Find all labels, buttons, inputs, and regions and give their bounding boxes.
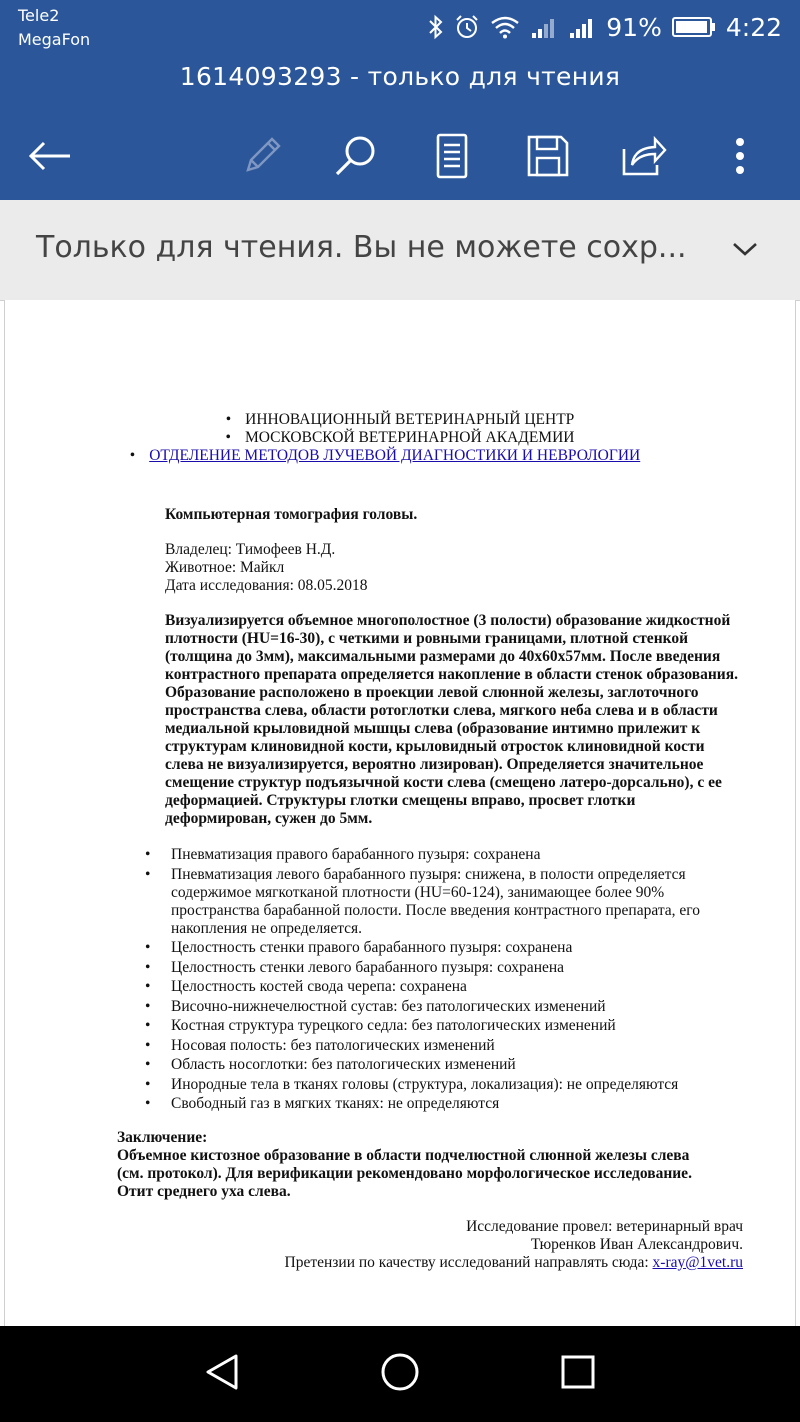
bluetooth-icon: [428, 14, 444, 40]
report-heading: Компьютерная томография головы.: [165, 506, 418, 523]
pencil-icon: [240, 134, 284, 178]
share-button[interactable]: [614, 126, 674, 186]
conclusion-section: [117, 1129, 747, 1201]
signature-line: Исследование провел: ветеринарный врач: [466, 1218, 743, 1235]
signal-icon: [568, 15, 596, 39]
nav-home-button[interactable]: [374, 1348, 426, 1400]
list-item: • Пневматизация левого барабанного пузыря: снижена, в полости определяется содержимое мягкотканой плотности (HU=60-124), занимающее более 90% пространства барабанной полости. После введения контрастного препарата, его накопления не определяется.: [143, 866, 745, 938]
list-item: • Целостность костей свода черепа: сохранена: [143, 978, 745, 996]
read-only-message: Только для чтения. Вы не можете сохр...: [36, 230, 687, 265]
document-header: [5, 411, 795, 465]
header-link-item: • ОТДЕЛЕНИЕ МЕТОДОВ ЛУЧЕВОЙ ДИАГНОСТИКИ И НЕВРОЛОГИИ: [129, 447, 641, 464]
battery-percent: 91%: [606, 12, 662, 42]
share-icon: [621, 135, 667, 177]
back-button[interactable]: [20, 126, 80, 186]
list-item: • Свободный газ в мягких тканях: не определяются: [143, 1095, 745, 1113]
reading-view-button[interactable]: [422, 126, 482, 186]
carrier-primary: Tele2: [18, 6, 60, 25]
findings-list: [143, 846, 745, 1115]
conclusion-line: Объемное кистозное образование в области подчелюстной слюнной железы слева: [117, 1147, 690, 1164]
wifi-icon: [490, 15, 520, 39]
list-item: • Костная структура турецкого седла: без патологических изменений: [143, 1017, 745, 1035]
list-item: • Носовая полость: без патологических изменений: [143, 1037, 745, 1055]
list-item: • Целостность стенки правого барабанного пузыря: сохранена: [143, 939, 745, 957]
home-circle-icon: [379, 1351, 421, 1397]
document-title: 1614093293 - только для чтения: [179, 62, 621, 91]
list-item: • Область носоглотки: без патологических изменений: [143, 1056, 745, 1074]
list-item: • Височно-нижнечелюстной сустав: без патологических изменений: [143, 998, 745, 1016]
header-line: • МОСКОВСКОЙ ВЕТЕРИНАРНОЙ АКАДЕМИИ: [225, 429, 575, 446]
claims-line: [143, 1254, 743, 1272]
conclusion-line: Отит среднего уха слева.: [117, 1183, 291, 1200]
app-bar: [0, 54, 800, 200]
department-link[interactable]: ОТДЕЛЕНИЕ МЕТОДОВ ЛУЧЕВОЙ ДИАГНОСТИКИ И НЕВРОЛОГИИ: [149, 447, 641, 464]
list-item: • Целостность стенки левого барабанного пузыря: сохранена: [143, 959, 745, 977]
nav-back-button[interactable]: [196, 1348, 248, 1400]
alarm-icon: [454, 14, 480, 40]
back-icon: [28, 141, 72, 171]
search-icon: [333, 133, 379, 179]
expand-banner-button[interactable]: [720, 226, 770, 276]
nav-recents-button[interactable]: [552, 1348, 604, 1400]
list-item: • Инородные тела в тканях головы (структура, локализация): не определяются: [143, 1076, 745, 1094]
conclusion-label: Заключение:: [117, 1129, 208, 1146]
date-line: Дата исследования: 08.05.2018: [165, 577, 368, 594]
findings-paragraph: Визуализируется объемное многополостное (3 полости) образование жидкостной плотности (HU=16-30), с четкими и ровными границами, плотной стенкой (толщина до 3мм), максимальными размерами до 40x60x57мм. После введения контрастного препарата определяется накопление в области стенок образования. Образование расположено в проекции левой слюнной железы, заглоточного пространства слева, области ротоглотки слева, мягкого неба слева и в области медиальной крыловидной мышцы слева (образование интимно прилежит к структурам клиновидной кости, крыловидный отросток клиновидной кости слева не визуализируется, вероятно лизирован). Определяется значительное смещение структур подъязычной кости слева (смещено латеро-дорсально), с ее деформацией. Структуры глотки смещены вправо, просвет глотки деформирован, сужен до 5мм.: [165, 612, 739, 827]
navigation-bar: [0, 1326, 800, 1422]
carrier-secondary: MegaFon: [18, 30, 91, 49]
recents-square-icon: [560, 1354, 596, 1394]
back-triangle-icon: [204, 1352, 240, 1396]
clock: 4:22: [725, 12, 782, 42]
edit-button[interactable]: [232, 126, 292, 186]
more-icon: [734, 136, 746, 176]
read-only-banner[interactable]: [0, 200, 800, 301]
reading-view-icon: [435, 133, 469, 179]
battery-icon: [672, 16, 716, 38]
chevron-down-icon: [731, 240, 759, 262]
save-icon: [526, 134, 570, 178]
list-item: • Пневматизация правого барабанного пузыря: сохранена: [143, 846, 745, 864]
document-page[interactable]: [4, 300, 796, 1326]
signature-block: [143, 1218, 743, 1272]
search-button[interactable]: [326, 126, 386, 186]
status-bar: [0, 0, 800, 54]
doctor-name: Тюренков Иван Александрович.: [530, 1236, 743, 1253]
conclusion-line: (см. протокол). Для верификации рекомендовано морфологическое исследование.: [117, 1165, 692, 1182]
more-options-button[interactable]: [710, 126, 770, 186]
status-icons: [428, 10, 782, 44]
save-button[interactable]: [518, 126, 578, 186]
claims-text: Претензии по качеству исследований направлять сюда:: [284, 1254, 653, 1271]
patient-info: [165, 541, 745, 595]
signal-icon: [530, 15, 558, 39]
owner-line: Владелец: Тимофеев Н.Д.: [165, 541, 336, 558]
animal-line: Животное: Майкл: [165, 559, 285, 576]
email-link[interactable]: x-ray@1vet.ru: [652, 1254, 743, 1271]
header-line: • ИННОВАЦИОННЫЙ ВЕТЕРИНАРНЫЙ ЦЕНТР: [225, 411, 575, 428]
